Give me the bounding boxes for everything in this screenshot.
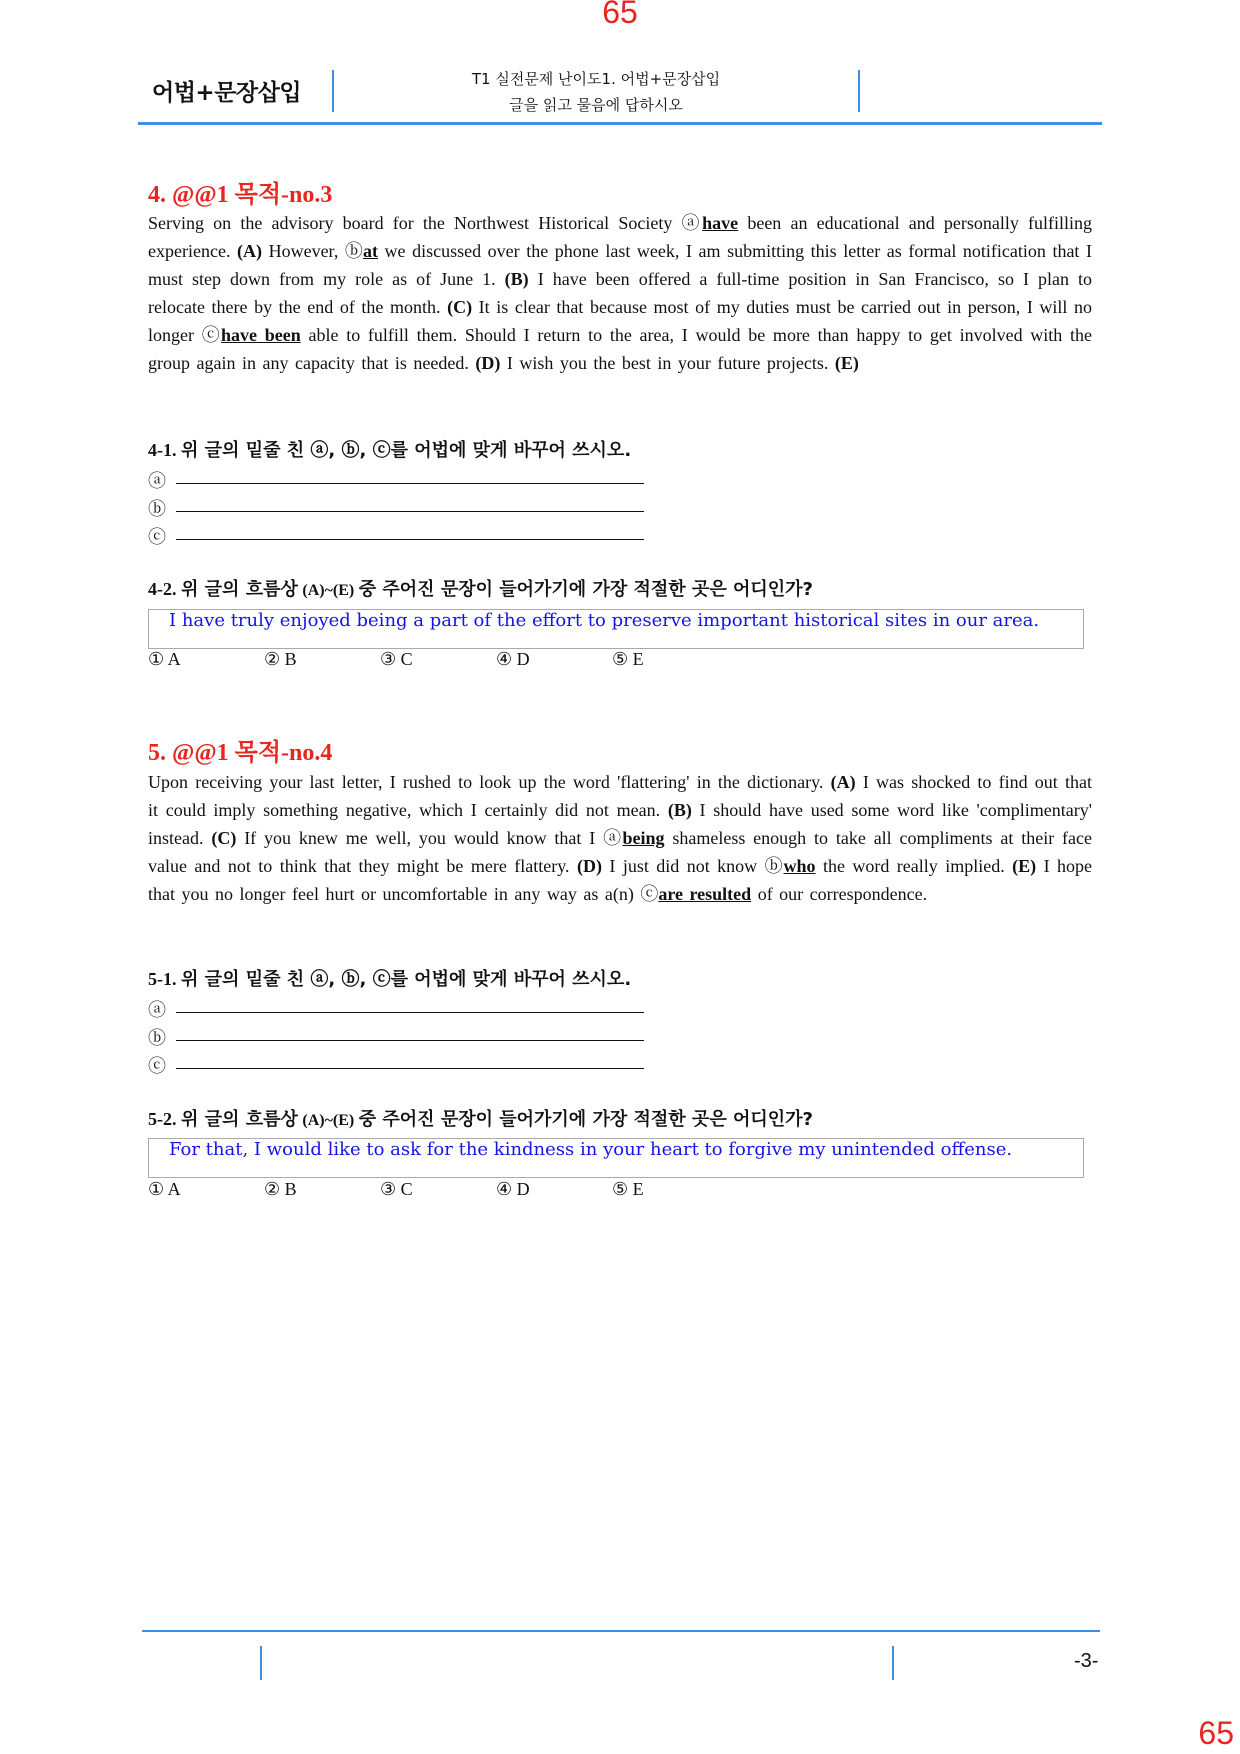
answer-options [148, 1179, 728, 1200]
underlined-c: have been [220, 325, 301, 345]
question-4-1: 4-1. 위 글의 밑줄 친 ⓐ, ⓑ, ⓒ를 어법에 맞게 바꾸어 쓰시오. [148, 440, 632, 461]
underlined-a: being [622, 828, 665, 848]
page-header [138, 64, 1102, 125]
underlined-c: are resulted [658, 884, 752, 904]
option-2[interactable]: ② B [264, 649, 297, 669]
question-4-passage: Serving on the advisory board for the Northwest Historical Society ⓐhave been an educational and personally fulfilling experience. (A) However, ⓑat we discussed over the phone last week, I am submitting this letter as formal notification that I must step down from my role as of June 1. (B) I have been offered a full-time position in San Francisco, so I plan to relocate there by the end of the month. (C) It is clear that because most of my duties must be carried out in person, I will no longer ⓒhave been able to fulfill them. Should I return to the area, I would be more than happy to get involved with the group again in any capacity that is needed. (D) I wish you the best in your future projects. (E) [148, 213, 1093, 373]
option-2[interactable]: ② B [264, 1179, 297, 1199]
question-5-1: 5-1. 위 글의 밑줄 친 ⓐ, ⓑ, ⓒ를 어법에 맞게 바꾸어 쓰시오. [148, 969, 632, 990]
slot-c: (C) [211, 828, 237, 848]
given-sentence-box: For that, I would like to ask for the kindness in your heart to forgive my unintended offense. [148, 1138, 1084, 1178]
answer-field-c[interactable]: ⓒ [148, 1052, 644, 1078]
question-category: 목적 [234, 738, 282, 766]
option-5[interactable]: ⑤ E [612, 649, 644, 669]
footer-separator [892, 1646, 894, 1680]
page-number-corner: 65 [1198, 1715, 1234, 1751]
slot-e: (E) [834, 353, 859, 373]
page-number-top: 65 [602, 0, 638, 30]
question-category: 목적 [234, 180, 282, 208]
slot-d: (D) [576, 856, 602, 876]
option-5[interactable]: ⑤ E [612, 1179, 644, 1199]
header-subtitle-line2: 글을 읽고 물음에 답하시오 [509, 96, 683, 114]
answer-field-b[interactable]: ⓑ [148, 1024, 644, 1050]
marker-c: ⓒ [640, 884, 659, 904]
marker-c: ⓒ [201, 325, 221, 345]
header-subtitle-line1: T1 실전문제 난이도1. 어법+문장삽입 [471, 70, 721, 88]
answer-field-b[interactable]: ⓑ [148, 495, 644, 521]
question-suffix: -no.4 [281, 740, 333, 766]
header-divider [332, 70, 334, 112]
option-3[interactable]: ③ C [380, 1179, 413, 1199]
option-1[interactable]: ① A [148, 1179, 181, 1199]
slot-b: (B) [504, 269, 529, 289]
header-divider [858, 70, 860, 112]
slot-a: (A) [830, 772, 856, 792]
header-title: 어법+문장삽입 [152, 80, 302, 106]
marker-b: ⓑ [764, 856, 784, 876]
question-4-title [148, 174, 332, 209]
option-4[interactable]: ④ D [496, 1179, 530, 1199]
marker-a: ⓐ [603, 828, 623, 848]
question-5-passage: Upon receiving your last letter, I rushed to look up the word 'flattering' in the dictionary. (A) I was shocked to find out that it could imply something negative, which I certainly did not mean. (B) I should have used some word like 'complimentary' instead. (C) If you knew me well, you would know that I ⓐbeing shameless enough to take all compliments at their face value and not to think that they might be mere flattery. (D) I just did not know ⓑwho the word really implied. (E) I hope that you no longer feel hurt or uncomfortable in any way as a(n) ⓒare resulted of our correspondence. [148, 772, 1093, 904]
slot-d: (D) [475, 353, 501, 373]
marker-b: ⓑ [344, 241, 363, 261]
slot-c: (C) [447, 297, 473, 317]
option-4[interactable]: ④ D [496, 649, 530, 669]
question-suffix: -no.3 [281, 182, 333, 208]
underlined-a: have [702, 213, 739, 233]
given-sentence-box: I have truly enjoyed being a part of the effort to preserve important historical sites in our area. [148, 609, 1084, 649]
slot-e: (E) [1012, 856, 1037, 876]
question-number: 4. @@1 [148, 182, 229, 208]
marker-a: ⓐ [681, 213, 703, 233]
footer-page-number: -3- [1074, 1650, 1099, 1672]
answer-field-c[interactable]: ⓒ [148, 523, 644, 549]
question-number: 5. @@1 [148, 740, 229, 766]
answer-field-a[interactable]: ⓐ [148, 996, 644, 1022]
answer-field-a[interactable]: ⓐ [148, 467, 644, 493]
question-5-2: 5-2. 위 글의 흐름상 (A)~(E) 중 주어진 문장이 들어가기에 가장 적절한 곳은 어디인가? [148, 1109, 813, 1130]
option-3[interactable]: ③ C [380, 649, 413, 669]
option-1[interactable]: ① A [148, 649, 181, 669]
slot-a: (A) [237, 241, 263, 261]
underlined-b: who [783, 856, 816, 876]
answer-options [148, 649, 728, 670]
question-5-title [148, 732, 332, 767]
slot-b: (B) [667, 800, 692, 820]
underlined-b: at [362, 241, 378, 261]
footer-separator [260, 1646, 262, 1680]
question-4-2: 4-2. 위 글의 흐름상 (A)~(E) 중 주어진 문장이 들어가기에 가장 적절한 곳은 어디인가? [148, 579, 813, 600]
footer-divider [142, 1630, 1100, 1632]
